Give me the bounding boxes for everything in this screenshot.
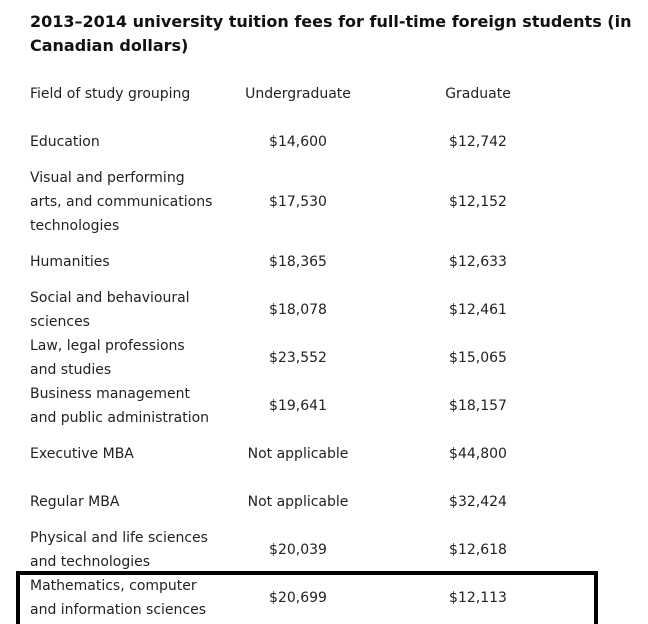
field-name-line: Humanities	[30, 254, 110, 270]
field-name-line: Law, legal professions	[30, 338, 185, 354]
header-undergraduate: Undergraduate	[245, 86, 351, 102]
graduate-fee: $44,800	[449, 446, 507, 462]
header-graduate: Graduate	[445, 86, 511, 102]
field-name-line: Regular MBA	[30, 494, 120, 510]
undergraduate-fee: $19,641	[269, 398, 327, 414]
field-name-line: and information sciences	[30, 602, 207, 618]
field-name	[30, 130, 230, 154]
field-name-line: Executive MBA	[30, 446, 134, 462]
graduate-fee: $12,633	[449, 254, 507, 270]
field-name-line: arts, and communications	[30, 194, 213, 210]
field-name-line: Social and behavioural	[30, 290, 190, 306]
header-field: Field of study grouping	[30, 86, 191, 102]
undergraduate-fee: Not applicable	[247, 494, 349, 510]
undergraduate-fee: $20,039	[269, 542, 327, 558]
field-name-line: technologies	[30, 218, 120, 234]
page-title: 2013–2014 university tuition fees for full-time foreign students (in Canadian dollars)	[30, 12, 632, 55]
field-name	[30, 166, 230, 238]
graduate-fee: $15,065	[449, 350, 507, 366]
field-name	[30, 334, 230, 382]
undergraduate-fee: $18,078	[269, 302, 327, 318]
field-name	[30, 442, 230, 466]
field-name-line: Mathematics, computer	[30, 578, 197, 594]
undergraduate-fee: $20,699	[269, 590, 327, 606]
graduate-fee: $12,461	[449, 302, 507, 318]
graduate-fee: $12,742	[449, 134, 507, 150]
undergraduate-fee: $18,365	[269, 254, 327, 270]
highlight-box	[16, 571, 598, 624]
undergraduate-fee: $17,530	[269, 194, 327, 210]
field-name	[30, 526, 230, 574]
field-name	[30, 382, 230, 430]
field-name-line: Physical and life sciences	[30, 530, 208, 546]
graduate-fee: $32,424	[449, 494, 507, 510]
field-name-line: Education	[30, 134, 100, 150]
field-name-line: and public administration	[30, 410, 210, 426]
graduate-fee: $12,113	[449, 590, 507, 606]
field-name-line: Business management	[30, 386, 190, 402]
graduate-fee: $12,152	[449, 194, 507, 210]
undergraduate-fee: Not applicable	[247, 446, 349, 462]
field-name-line: sciences	[30, 314, 90, 330]
field-name	[30, 250, 230, 274]
graduate-fee: $12,618	[449, 542, 507, 558]
field-name	[30, 286, 230, 334]
undergraduate-fee: $23,552	[269, 350, 327, 366]
graduate-fee: $18,157	[449, 398, 507, 414]
field-name-line: Visual and performing	[30, 170, 185, 186]
field-name-line: and technologies	[30, 554, 151, 570]
undergraduate-fee: $14,600	[269, 134, 327, 150]
field-name	[30, 490, 230, 514]
field-name-line: and studies	[30, 362, 112, 378]
